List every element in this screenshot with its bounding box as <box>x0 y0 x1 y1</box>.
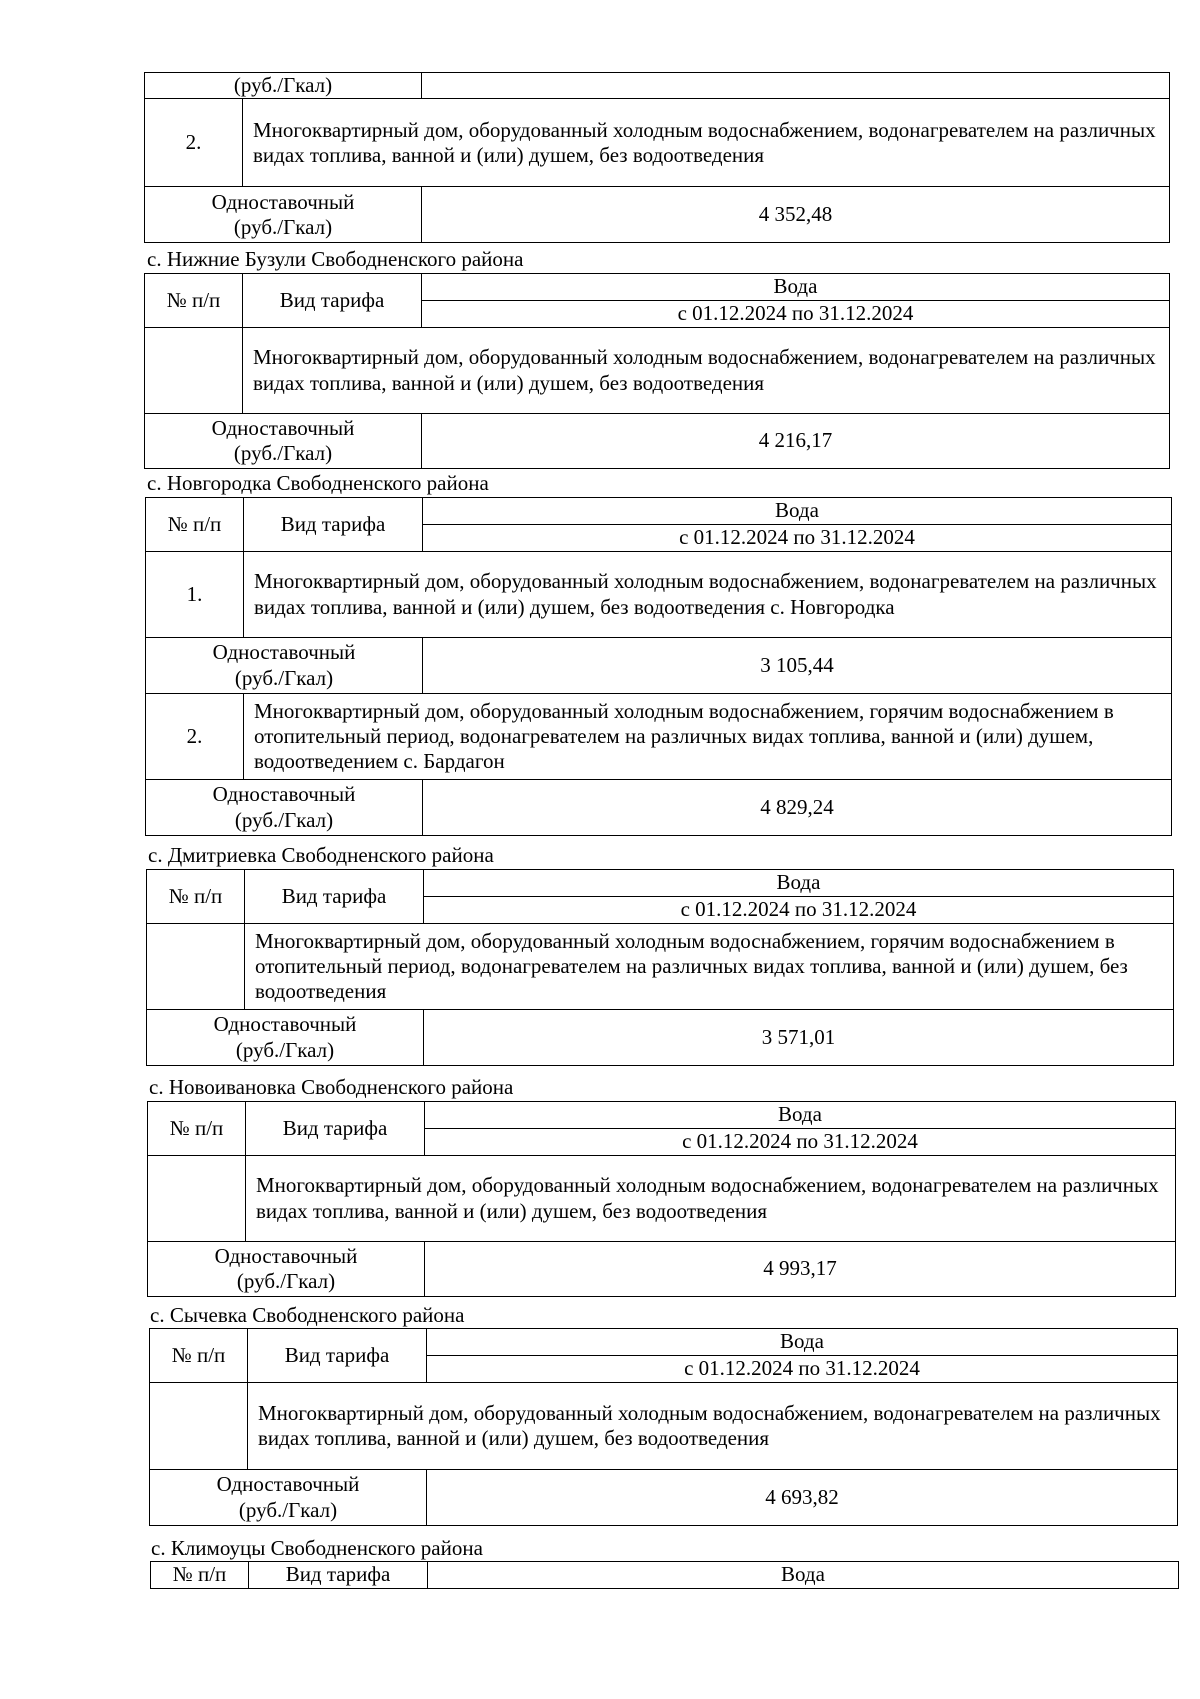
rate-type-label: Одноставочный <box>211 415 355 440</box>
empty-value-cell <box>422 73 1170 99</box>
rate-unit-label: (руб./Гкал) <box>235 1037 335 1062</box>
rate-type-label: Одноставочный <box>213 1012 357 1037</box>
row-description: Многоквартирный дом, оборудованный холодным водоснабжением, горячим водоснабжением в отопительный период, водонагревателем на различных видах топлива, ванной и (или) душем, без водоотведения <box>245 924 1174 1010</box>
header-num: № п/п <box>150 1329 248 1383</box>
section-title: с. Новгородка Свободненского района <box>147 471 489 495</box>
header-water: Вода <box>425 1102 1176 1129</box>
rate-unit-cell: (руб./Гкал) <box>145 73 422 99</box>
rate-type-cell <box>148 1242 425 1297</box>
tariff-table <box>146 869 1174 1066</box>
table-row <box>145 73 1170 99</box>
tariff-value: 4 829,24 <box>423 780 1172 836</box>
tariff-value: 4 216,17 <box>422 414 1170 469</box>
tariff-value: 3 105,44 <box>423 638 1172 694</box>
header-water: Вода <box>428 1562 1179 1589</box>
table-header-row <box>151 1562 1179 1589</box>
rate-type-cell <box>147 1010 424 1066</box>
header-kind: Вид тарифа <box>249 1562 428 1589</box>
header-period: с 01.12.2024 по 31.12.2024 <box>425 1129 1176 1156</box>
header-kind: Вид тарифа <box>243 274 422 328</box>
table-row <box>146 694 1172 780</box>
tariff-value: 4 693,82 <box>427 1470 1178 1526</box>
header-kind: Вид тарифа <box>248 1329 427 1383</box>
rate-type-cell <box>150 1470 427 1526</box>
header-kind: Вид тарифа <box>244 498 423 552</box>
table-row <box>145 187 1170 243</box>
section-title: с. Дмитриевка Свободненского района <box>148 843 494 867</box>
header-period: с 01.12.2024 по 31.12.2024 <box>427 1356 1178 1383</box>
table-row <box>147 1010 1174 1066</box>
header-period: с 01.12.2024 по 31.12.2024 <box>422 301 1170 328</box>
table-row <box>146 780 1172 836</box>
table-row <box>150 1383 1178 1470</box>
header-num: № п/п <box>148 1102 246 1156</box>
row-description: Многоквартирный дом, оборудованный холодным водоснабжением, водонагревателем на различных видах топлива, ванной и (или) душем, без водоотведения <box>243 328 1170 414</box>
tariff-table <box>144 273 1170 469</box>
header-num: № п/п <box>146 498 244 552</box>
header-period: с 01.12.2024 по 31.12.2024 <box>423 525 1172 552</box>
rate-unit-label: (руб./Гкал) <box>233 214 333 239</box>
header-num: № п/п <box>147 870 245 924</box>
row-description: Многоквартирный дом, оборудованный холодным водоснабжением, водонагревателем на различных видах топлива, ванной и (или) душем, без водоотведения <box>243 99 1170 187</box>
tariff-table <box>149 1328 1178 1526</box>
table-row <box>148 1156 1176 1242</box>
tariff-table <box>147 1101 1176 1297</box>
row-description: Многоквартирный дом, оборудованный холодным водоснабжением, водонагревателем на различных видах топлива, ванной и (или) душем, без водоотведения <box>248 1383 1178 1470</box>
row-description: Многоквартирный дом, оборудованный холодным водоснабжением, водонагревателем на различных видах топлива, ванной и (или) душем, без водоотведения <box>246 1156 1176 1242</box>
header-num: № п/п <box>151 1562 249 1589</box>
rate-type-label: Одноставочный <box>216 1472 360 1497</box>
header-kind: Вид тарифа <box>246 1102 425 1156</box>
section-title: с. Нижние Бузули Свободненского района <box>147 247 524 271</box>
rate-type-cell <box>146 780 423 836</box>
rate-unit-label: (руб./Гкал) <box>234 807 334 832</box>
tariff-table <box>150 1561 1179 1589</box>
tariff-table-continued <box>144 72 1170 243</box>
table-header-row <box>146 498 1172 525</box>
rate-unit-label: (руб./Гкал) <box>236 1269 336 1293</box>
table-row <box>146 638 1172 694</box>
rate-type-label: Одноставочный <box>211 189 355 214</box>
row-number <box>145 328 243 414</box>
row-description: Многоквартирный дом, оборудованный холодным водоснабжением, горячим водоснабжением в отопительный период, водонагревателем на различных видах топлива, ванной и (или) душем, водоотведением с. Бардагон <box>244 694 1172 780</box>
section-title: с. Сычевка Свободненского района <box>150 1303 465 1327</box>
row-description: Многоквартирный дом, оборудованный холодным водоснабжением, водонагревателем на различных видах топлива, ванной и (или) душем, без водоотведения с. Новгородка <box>244 552 1172 638</box>
tariff-value: 4 993,17 <box>425 1242 1176 1297</box>
section-title: с. Климоуцы Свободненского района <box>151 1536 483 1560</box>
tariff-table <box>145 497 1172 836</box>
rate-unit-label: (руб./Гкал) <box>238 1497 338 1522</box>
row-number: 1. <box>146 552 244 638</box>
table-row <box>150 1470 1178 1526</box>
header-water: Вода <box>423 498 1172 525</box>
table-row <box>145 328 1170 414</box>
rate-type-cell <box>145 187 422 243</box>
table-row <box>147 924 1174 1010</box>
table-row <box>145 99 1170 187</box>
table-header-row <box>145 274 1170 301</box>
table-header-row <box>150 1329 1178 1356</box>
tariff-value: 4 352,48 <box>422 187 1170 243</box>
table-header-row <box>148 1102 1176 1129</box>
table-row <box>148 1242 1176 1297</box>
rate-type-cell <box>145 414 422 469</box>
section-title: с. Новоивановка Свободненского района <box>149 1075 514 1099</box>
rate-type-label: Одноставочный <box>212 782 356 807</box>
header-kind: Вид тарифа <box>245 870 424 924</box>
table-row <box>146 552 1172 638</box>
table-row <box>145 414 1170 469</box>
header-period: с 01.12.2024 по 31.12.2024 <box>424 897 1174 924</box>
row-number: 2. <box>146 694 244 780</box>
row-number <box>150 1383 248 1470</box>
header-water: Вода <box>427 1329 1178 1356</box>
header-water: Вода <box>422 274 1170 301</box>
rate-unit-label: (руб./Гкал) <box>233 441 333 465</box>
rate-type-label: Одноставочный <box>212 640 356 665</box>
rate-type-label: Одноставочный <box>214 1243 358 1268</box>
header-num: № п/п <box>145 274 243 328</box>
header-water: Вода <box>424 870 1174 897</box>
tariff-value: 3 571,01 <box>424 1010 1174 1066</box>
row-number <box>148 1156 246 1242</box>
row-number: 2. <box>145 99 243 187</box>
table-header-row <box>147 870 1174 897</box>
rate-unit-label: (руб./Гкал) <box>234 665 334 690</box>
row-number <box>147 924 245 1010</box>
rate-type-cell <box>146 638 423 694</box>
